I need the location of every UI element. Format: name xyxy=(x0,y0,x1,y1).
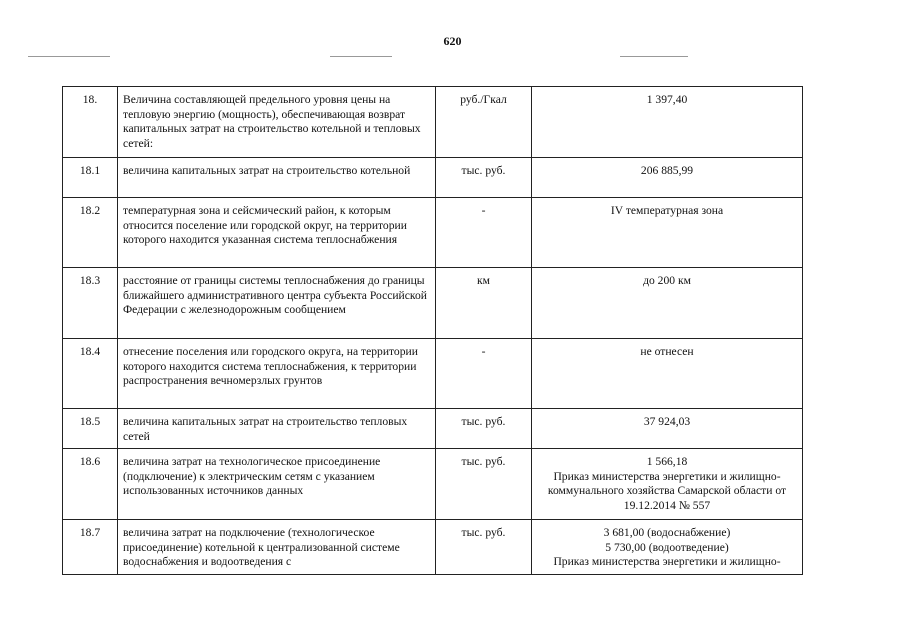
row-unit: тыс. руб. xyxy=(436,449,532,520)
row-unit: руб./Гкал xyxy=(436,87,532,158)
table-row xyxy=(63,268,803,339)
table-row xyxy=(63,87,803,158)
value-line: не отнесен xyxy=(640,345,694,358)
table-row xyxy=(63,158,803,198)
table-row xyxy=(63,339,803,409)
row-description: Величина составляющей предельного уровня цены на тепловую энергию (мощность), обеспечивающая возврат капитальных затрат на строительство котельной и тепловых сетей: xyxy=(118,87,436,158)
row-unit: км xyxy=(436,268,532,339)
row-number: 18.3 xyxy=(63,268,118,339)
row-number: 18.6 xyxy=(63,449,118,520)
row-number: 18.1 xyxy=(63,158,118,198)
row-unit: тыс. руб. xyxy=(436,520,532,575)
row-unit: тыс. руб. xyxy=(436,158,532,198)
value-source-note: Приказ министерства энергетики и жилищно- xyxy=(553,555,781,569)
value-line: 1 397,40 xyxy=(646,93,688,106)
row-description: величина капитальных затрат на строительство тепловых сетей xyxy=(118,409,436,449)
row-number: 18.4 xyxy=(63,339,118,409)
row-description: расстояние от границы системы теплоснабжения до границы ближайшего административного центра субъекта Российской Федерации с железнодорожным сообщением xyxy=(118,268,436,339)
value-line: 3 681,00 (водоснабжение) xyxy=(603,526,731,540)
row-unit: - xyxy=(436,198,532,268)
row-number: 18.5 xyxy=(63,409,118,449)
row-description: величина затрат на подключение (технологическое присоединение) котельной к централизованной системе водоснабжения и водоотведения с xyxy=(118,520,436,575)
row-value xyxy=(532,339,803,409)
row-number: 18. xyxy=(63,87,118,158)
row-description: величина капитальных затрат на строительство котельной xyxy=(118,158,436,198)
row-number: 18.7 xyxy=(63,520,118,575)
scan-artifact-line xyxy=(28,56,110,57)
table-row xyxy=(63,198,803,268)
value-source-note: Приказ министерства энергетики и жилищно-коммунального хозяйства Самарской области от 19.12.2014 № 557 xyxy=(547,469,787,512)
value-line: 206 885,99 xyxy=(640,164,694,177)
scan-artifact-line xyxy=(620,56,688,57)
row-description: отнесение поселения или городского округа, на территории которого находится система теплоснабжения, к территории распространения вечномерзлых грунтов xyxy=(118,339,436,409)
table-row xyxy=(63,449,803,520)
row-unit: - xyxy=(436,339,532,409)
row-value xyxy=(532,87,803,158)
table-row xyxy=(63,520,803,575)
tariff-parameters-table xyxy=(62,86,803,575)
row-value xyxy=(532,520,803,575)
row-number: 18.2 xyxy=(63,198,118,268)
value-line: 5 730,00 (водоотведение) xyxy=(605,540,729,554)
row-value xyxy=(532,449,803,520)
value-line: IV температурная зона xyxy=(610,204,724,217)
table-row xyxy=(63,409,803,449)
row-description: величина затрат на технологическое присоединение (подключение) к электрическим сетям с указанием использованных источников данных xyxy=(118,449,436,520)
row-value xyxy=(532,268,803,339)
value-line: 1 566,18 xyxy=(646,455,688,469)
value-line: 37 924,03 xyxy=(643,415,691,428)
value-line: до 200 км xyxy=(643,274,691,287)
row-unit: тыс. руб. xyxy=(436,409,532,449)
row-value xyxy=(532,158,803,198)
scan-artifact-line xyxy=(330,56,392,57)
row-value xyxy=(532,198,803,268)
row-description: температурная зона и сейсмический район, к которым относится поселение или городской округ, на территории которого находится указанная система теплоснабжения xyxy=(118,198,436,268)
page-number: 620 xyxy=(443,34,462,48)
row-value xyxy=(532,409,803,449)
